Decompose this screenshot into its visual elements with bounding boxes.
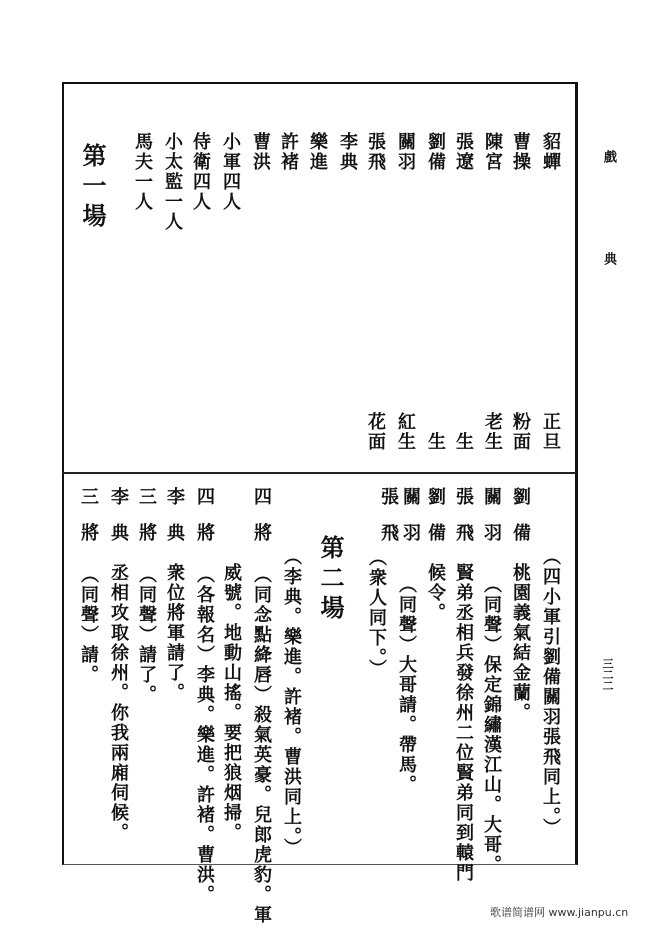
dialogue-line: 賢弟丞相兵發徐州二位賢弟同到轅門: [453, 563, 474, 883]
speaker-char: 將: [136, 523, 157, 543]
cast-role: 正旦: [540, 412, 561, 452]
dialogue-line: （同念點絳唇）殺氣英豪。兒郎虎豹。軍: [251, 565, 272, 925]
speaker-char: 李: [108, 487, 129, 507]
dialogue-line: （同聲）保定錦繡漢江山。大哥。: [481, 575, 502, 875]
cast-name: 小太監一人: [162, 132, 183, 232]
speaker-char: 四: [251, 487, 272, 507]
cast-role: 生: [425, 432, 446, 452]
speaker-char: 典: [164, 523, 185, 543]
page-number: 三二二: [601, 658, 614, 691]
speaker-char: 飛: [453, 523, 474, 543]
speaker-char: 劉: [510, 487, 531, 507]
book-title-char: 典: [601, 252, 616, 265]
cast-role: 生: [453, 432, 474, 452]
book-title-char: 戲: [601, 150, 616, 163]
dialogue-line: 候令。: [425, 563, 446, 623]
speaker-char: 劉: [425, 487, 446, 507]
dialogue-line: 丞相攻取徐州。你我兩廂伺候。: [108, 563, 129, 843]
stage-direction: （李典。樂進。許褚。曹洪同上。）: [281, 547, 302, 858]
speaker-char: 備: [425, 523, 446, 543]
watermark: 歌谱简谱网 www.jianpu.cn: [490, 906, 629, 919]
speaker-char: 將: [251, 523, 272, 543]
dialogue-line: （同聲）請了。: [136, 565, 157, 705]
cast-name: 貂蟬: [540, 132, 561, 172]
dialogue-line: 桃園義氣結金蘭。: [510, 563, 531, 723]
speaker-char: 關: [400, 487, 421, 507]
cast-name: 張飛: [365, 132, 386, 172]
cast-name: 關羽: [395, 132, 416, 172]
stage-direction: （衆人同下。）: [366, 548, 387, 679]
cast-name: 馬夫一人: [132, 132, 153, 212]
speaker-char: 三: [78, 487, 99, 507]
speaker-char: 三: [136, 487, 157, 507]
dialogue-line: （同聲）請。: [78, 565, 99, 685]
section-divider: [62, 472, 576, 474]
cast-name: 張遼: [453, 132, 474, 172]
cast-role: 老生: [482, 412, 503, 452]
cast-name: 曹洪: [250, 132, 271, 172]
dialogue-line: （同聲）大哥請。帶馬。: [396, 575, 417, 795]
cast-role: 粉面: [510, 412, 531, 452]
cast-name: 陳宮: [482, 132, 503, 172]
cast-name: 曹操: [510, 132, 531, 172]
cast-name: 樂進: [307, 132, 328, 172]
speaker-char: 關: [481, 487, 502, 507]
scene1-title: 第一場: [78, 143, 107, 233]
speaker-char: 李: [164, 487, 185, 507]
speaker-char: 四: [194, 487, 215, 507]
speaker-char: 張: [378, 487, 399, 507]
dialogue-line: （各報名）李典。樂進。許褚。曹洪。: [194, 565, 215, 905]
speaker-char: 將: [78, 523, 99, 543]
cast-name: 許褚: [278, 132, 299, 172]
speaker-char: 備: [510, 523, 531, 543]
speaker-char: 典: [108, 523, 129, 543]
cast-role: 花面: [365, 412, 386, 452]
speaker-char: 張: [453, 487, 474, 507]
dialogue-line: 衆位將軍請了。: [164, 563, 185, 703]
speaker-char: 將: [194, 523, 215, 543]
cast-name: 侍衛四人: [190, 132, 211, 212]
scene2-title: 第二場: [316, 535, 345, 625]
dialogue-line: 威號。地動山搖。要把狼烟掃。: [221, 563, 242, 843]
speaker-char: 羽: [400, 523, 421, 543]
cast-name: 小軍四人: [220, 132, 241, 212]
speaker-char: 飛: [378, 523, 399, 543]
cast-name: 劉備: [425, 132, 446, 172]
cast-role: 紅生: [395, 412, 416, 452]
stage-direction: （四小軍引劉備關羽張飛同上。）: [540, 547, 561, 838]
speaker-char: 羽: [481, 523, 502, 543]
cast-name: 李典: [337, 132, 358, 172]
